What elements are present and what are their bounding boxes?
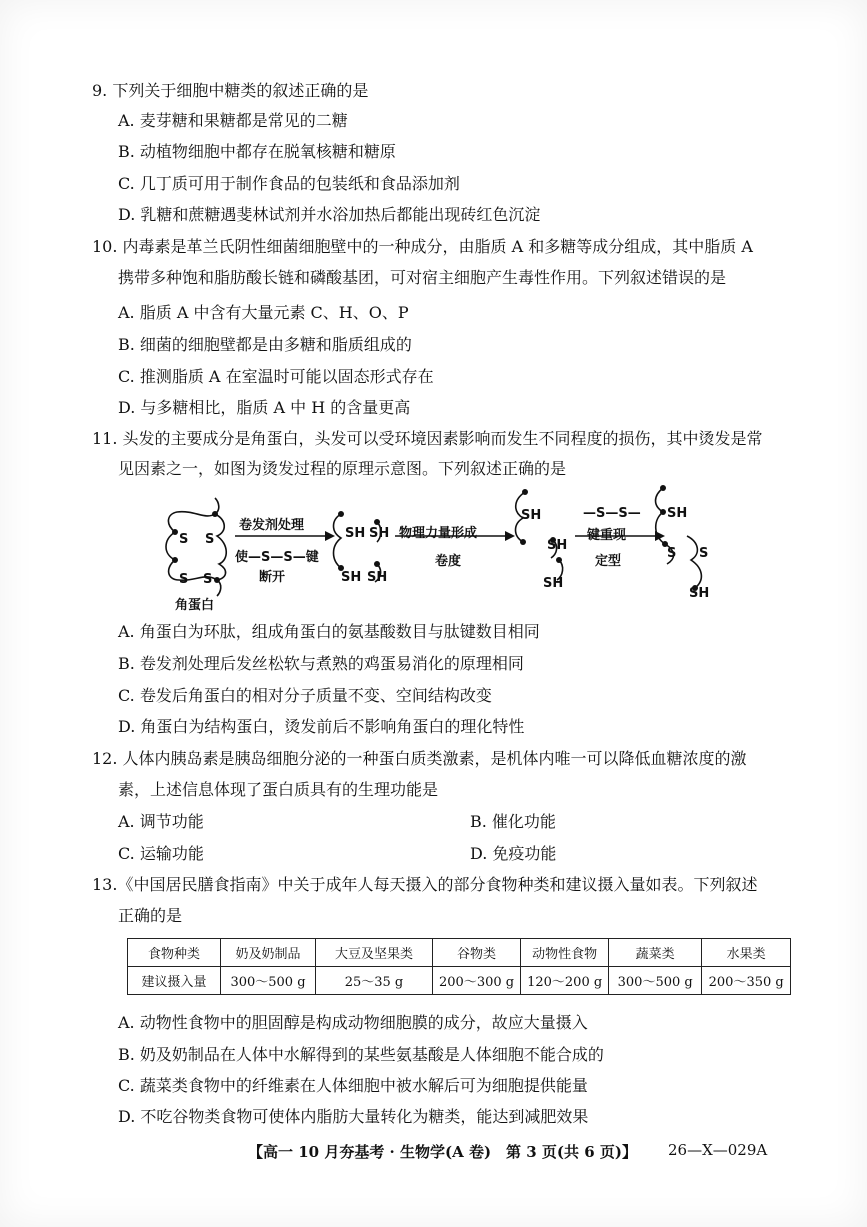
food-intake-table [127,938,791,995]
q11-option-c: C. 卷发后角蛋白的相对分子质量不变、空间结构改变 [118,686,492,705]
stage4-right-strand [687,536,701,588]
q9-option-b: B. 动植物细胞中都存在脱氧核糖和糖原 [118,142,396,161]
table-cell: 25～35 g [316,967,433,995]
q13-option-c: C. 蔬菜类食物中的纤维素在人体细胞中被水解后可为细胞提供能量 [118,1076,588,1095]
ring-s-label: S [203,572,213,587]
stage2-dot [338,511,344,517]
stage2-sh-label: SH [341,570,362,585]
stage2-sh-label: SH [345,526,366,541]
stage3-sh-label: SH [543,576,564,591]
arrow3-top-label: —S—S— [583,506,641,521]
keratin-label: 角蛋白 [175,598,215,613]
ring-dot [212,511,218,517]
q9-option-a: A. 麦芽糖和果糖都是常见的二糖 [118,111,348,130]
q9-option-d: D. 乳糖和蔗糖遇斐林试剂并水浴加热后都能出现砖红色沉淀 [118,205,541,224]
ring-right-strand [215,514,226,580]
q11-option-a: A. 角蛋白为环肽，组成角蛋白的氨基酸数目与肽键数目相同 [118,622,540,641]
table-cell: 120～200 g [521,967,609,995]
table-cell: 建议摄入量 [128,967,221,995]
q13-option-d: D. 不吃谷物类食物可使体内脂肪大量转化为糖类，能达到减肥效果 [118,1107,589,1126]
q11-option-b: B. 卷发剂处理后发丝松软与煮熟的鸡蛋易消化的原理相同 [118,654,524,673]
stage3-dot [522,489,528,495]
arrow1-head [325,531,335,541]
stage4-s-label: S [667,546,677,561]
stage4-dot [660,509,666,515]
stage3-dot [520,539,526,545]
q10-option-c: C. 推测脂质 A 在室温时可能以固态形式存在 [118,367,434,386]
table-cell: 200～350 g [702,967,791,995]
table-cell: 食物种类 [128,939,221,967]
paper-code: 26—X—029A [668,1141,768,1159]
ring-s-label: S [205,532,215,547]
arrow1-top-label: 卷发剂处理 [239,518,305,533]
stage2-sh-label: SH [367,570,388,585]
stage2-left-strand [334,514,342,568]
ring-top-strand [168,498,218,532]
q9-option-c: C. 几丁质可用于制作食品的包装纸和食品添加剂 [118,174,460,193]
table-cell: 300～500 g [221,967,316,995]
stage4-sh-label: SH [667,506,688,521]
q10-stem-line2: 携带多种饱和脂肪酸长链和磷酸基团，可对宿主细胞产生毒性作用。下列叙述错误的是 [118,268,727,287]
q12-stem-line2: 素，上述信息体现了蛋白质具有的生理功能是 [118,780,439,799]
ring-s-label: S [179,532,189,547]
stage4-dot [660,485,666,491]
stage2-dot [374,561,380,567]
arrow1-bottom-label2: 断开 [259,570,286,585]
arrow3-top-label2: 键重现 [587,528,627,543]
q13-option-b: B. 奶及奶制品在人体中水解得到的某些氨基酸是人体细胞不能合成的 [118,1045,604,1064]
stage3-sh-label: SH [521,508,542,523]
stage4-sh-label: SH [689,586,710,601]
stage3-dot [556,557,562,563]
stage2-sh-label: SH [369,526,390,541]
q10-option-d: D. 与多糖相比，脂质 A 中 H 的含量更高 [118,398,411,417]
stage2-dot [374,519,380,525]
q9-stem: 9. 下列关于细胞中糖类的叙述正确的是 [92,81,369,100]
q12-option-a: A. 调节功能 [118,812,204,831]
q12-option-d: D. 免疫功能 [470,844,557,863]
arrow2-top-label: 物理力量形成 [399,526,478,541]
table-cell: 蔬菜类 [609,939,702,967]
q10-option-b: B. 细菌的细胞壁都是由多糖和脂质组成的 [118,335,412,354]
arrow3-bottom-label: 定型 [595,554,622,569]
q12-option-b: B. 催化功能 [470,812,556,831]
table-cell: 奶及奶制品 [221,939,316,967]
stage4-s-label: S [699,546,709,561]
q11-stem-line1: 11. 头发的主要成分是角蛋白，头发可以受环境因素影响而发生不同程度的损伤，其中烫发是常 [92,429,763,448]
table-cell: 水果类 [702,939,791,967]
q11-option-d: D. 角蛋白为结构蛋白，烫发前后不影响角蛋白的理化特性 [118,717,525,736]
table-cell: 谷物类 [433,939,521,967]
ring-dot [172,557,178,563]
table-cell: 大豆及坚果类 [316,939,433,967]
q10-option-a: A. 脂质 A 中含有大量元素 C、H、O、P [118,303,409,322]
q10-stem-line1: 10. 内毒素是革兰氏阴性细菌细胞壁中的一种成分，由脂质 A 和多糖等成分组成，其中脂质 A [92,237,753,256]
arrow1-bottom-label: 使—S—S—键 [235,550,319,565]
q13-stem-line1: 13.《中国居民膳食指南》中关于成年人每天摄入的部分食物种类和建议摄入量如表。下列叙述 [92,875,758,894]
stage3-sh-label: SH [547,538,568,553]
arrow2-bottom-label: 卷度 [435,554,462,569]
q11-stem-line2: 见因素之一，如图为烫发过程的原理示意图。下列叙述正确的是 [118,459,567,478]
ring-s-label: S [179,572,189,587]
q13-stem-line2: 正确的是 [118,906,183,925]
ring-dot [214,577,220,583]
page-footer: 【高一 10 月夯基考 · 生物学(A 卷) 第 3 页(共 6 页)】 [248,1143,637,1161]
table-row [128,967,791,995]
ring-dot [172,529,178,535]
arrow2-head [505,531,515,541]
table-cell: 300～500 g [609,967,702,995]
q13-option-a: A. 动物性食物中的胆固醇是构成动物细胞膜的成分，故应大量摄入 [118,1013,588,1032]
table-header-row [128,939,791,967]
q12-stem-line1: 12. 人体内胰岛素是胰岛细胞分泌的一种蛋白质类激素，是机体内唯一可以降低血糖浓度的激 [92,749,747,768]
table-cell: 200～300 g [433,967,521,995]
perm-process-diagram [155,484,755,619]
table-cell: 动物性食物 [521,939,609,967]
q12-option-c: C. 运输功能 [118,844,204,863]
